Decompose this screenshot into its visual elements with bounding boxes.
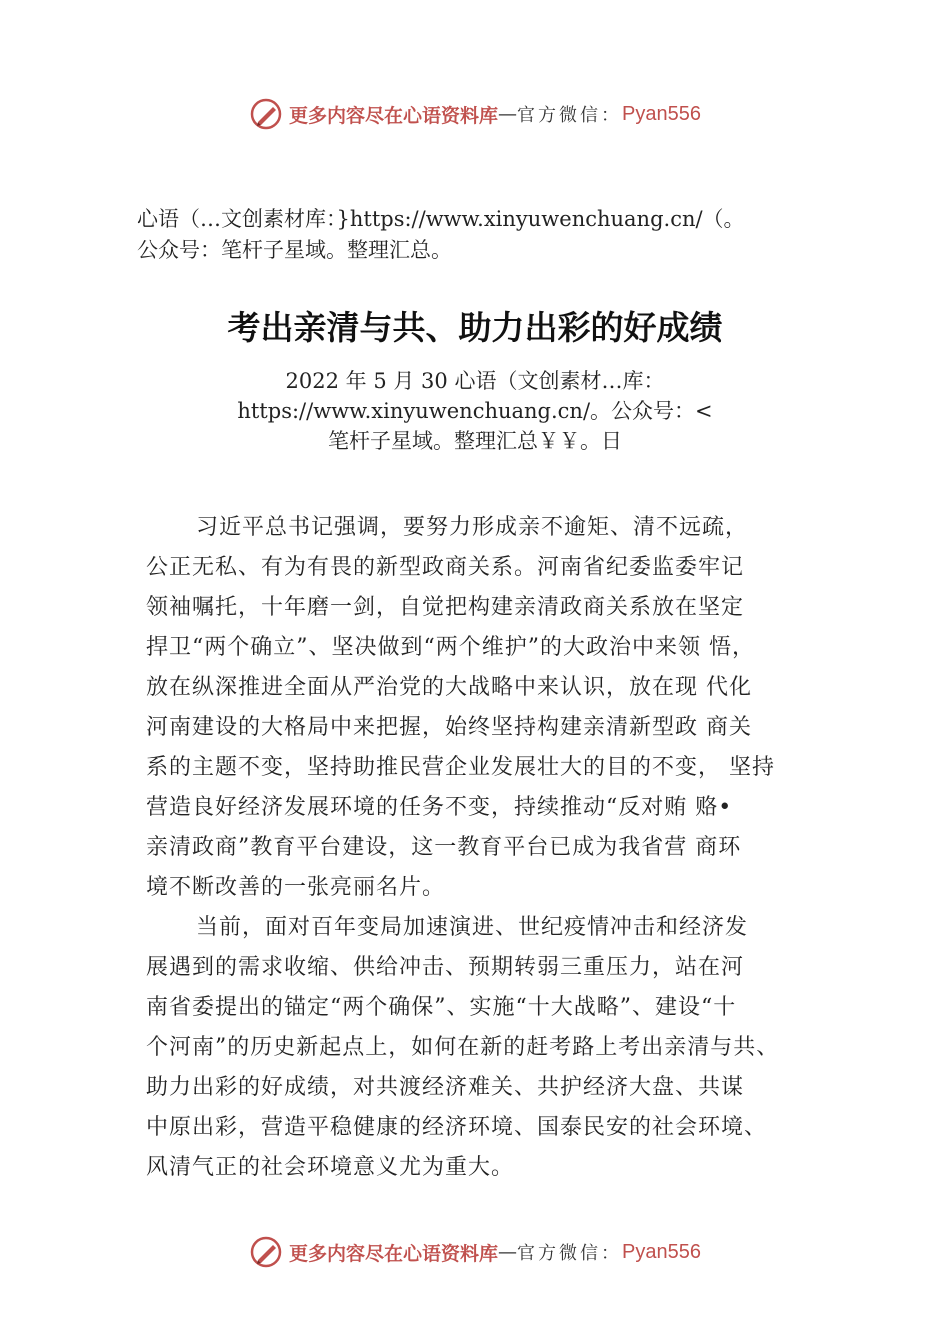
banner-separator: — — [498, 1241, 518, 1263]
body-line: 领袖嘱托，十年磨一剑，自觉把构建亲清政商关系放在坚定 — [146, 595, 745, 620]
body-line: 公正无私、有为有畏的新型政商关系。河南省纪委监委牢记 — [146, 555, 745, 580]
body-line: 个河南”的历史新起点上，如何在新的赶考路上考出亲清与共、 — [146, 1035, 780, 1060]
pen-logo-icon — [249, 1235, 283, 1269]
article-meta — [0, 366, 950, 456]
body-line: 亲清政商”教育平台建设，这一教育平台已成为我省营 商环 — [146, 835, 742, 860]
body-line: 捍卫“两个确立”、坚决做到“两个维护”的大政治中来领 悟， — [146, 635, 755, 660]
header-banner — [0, 94, 950, 134]
body-line: 南省委提出的锚定“两个确保”、实施“十大战略”、建设“十 — [146, 995, 737, 1020]
body-line: 习近平总书记强调，要努力形成亲不逾矩、清不远疏， — [196, 515, 749, 540]
article-body — [146, 508, 866, 1188]
page-title: 考出亲清与共、助力出彩的好成绩 — [227, 308, 723, 347]
body-line: 中原出彩，营造平稳健康的经济环境、国泰民安的社会环境、 — [146, 1115, 768, 1140]
banner-text: 更多内容尽在心语资料库 — [289, 1242, 499, 1265]
body-line: 风清气正的社会环境意义尤为重大。 — [146, 1155, 515, 1180]
body-line: 河南建设的大格局中来把握，始终坚持构建亲清新型政 商关 — [146, 715, 752, 740]
banner-text: 更多内容尽在心语资料库 — [289, 104, 499, 127]
banner-official-label: 官方微信： — [517, 105, 623, 126]
banner-wechat-id: Pyan556 — [622, 1240, 701, 1263]
body-line: 放在纵深推进全面从严治党的大战略中来认识，放在现 代化 — [146, 675, 752, 700]
body-line: 展遇到的需求收缩、供给冲击、预期转弱三重压力，站在河 — [146, 955, 745, 980]
body-line: 系的主题不变，坚持助推民营企业发展壮大的目的不变， 坚持 — [146, 755, 775, 780]
body-line: 营造良好经济发展环境的任务不变，持续推动“反对贿 赂• — [146, 795, 733, 820]
body-line: 助力出彩的好成绩，对共渡经济难关、共护经济大盘、共谋 — [146, 1075, 745, 1100]
banner-wechat-id: Pyan556 — [622, 102, 701, 125]
footer-banner — [0, 1232, 950, 1272]
source-note — [137, 204, 857, 266]
source-note-line: 心语（…文创素材库：}https://www.xinyuwenchuang.cn/（。 — [137, 207, 745, 231]
source-note-line: 公众号：笔杆子星域。整理汇总。 — [137, 238, 452, 262]
meta-line: https://www.xinyuwenchuang.cn/。公众号：< — [237, 399, 713, 423]
banner-official-label: 官方微信： — [517, 1243, 623, 1264]
body-line: 境不断改善的一张亮丽名片。 — [146, 875, 446, 900]
body-line: 当前，面对百年变局加速演进、世纪疫情冲击和经济发 — [196, 915, 749, 940]
banner-separator: — — [498, 103, 518, 125]
pen-logo-icon — [249, 97, 283, 131]
meta-line: 2022 年 5 月 30 心语（文创素材…库： — [285, 369, 665, 393]
meta-line: 笔杆子星域。整理汇总￥￥。日 — [328, 429, 622, 453]
